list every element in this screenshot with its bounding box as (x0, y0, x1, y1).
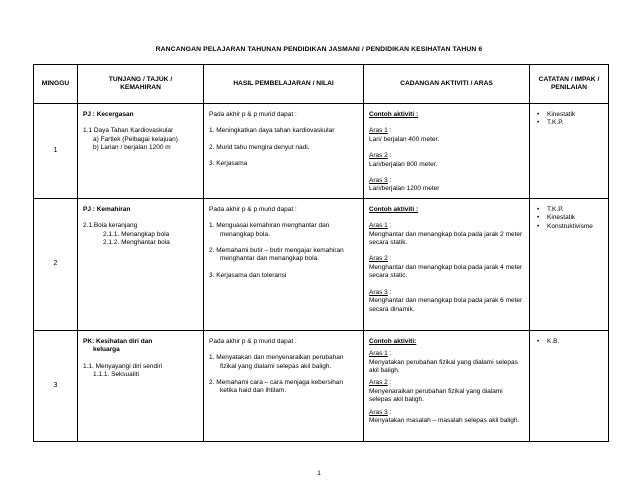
catatan-item: • T.K.P. (535, 206, 604, 214)
aras-label: Aras 3 (369, 288, 388, 296)
cadangan-cell: Contoh aktiviti: Aras 1 : Menyatakan perubahan fizikal yang dialami selepas akil baligh. Aras 2 : Menyenaraikan perubahan fizikal yang dialami selepas akil baligh. Aras 3 : Menyatakan masalah – masalah selepas akil baligh. (364, 330, 530, 441)
tunjang-cell (78, 330, 204, 441)
topic-line: 2.1.1. Menangkap bola (103, 230, 170, 238)
topic-title: PK: Kesihatan diri dan (83, 337, 153, 345)
header-hasil: HASIL PEMBELAJARAN / NILAI (204, 65, 364, 104)
topic-title-cont: keluarga (93, 346, 120, 354)
hasil-intro: Pada akhir p & p murid dapat : (209, 337, 297, 345)
document-title: RANCANGAN PELAJARAN TAHUNAN PENDIDIKAN JASMANI / PENDIDIKAN KESIHATAN TAHUN 6 (155, 46, 483, 53)
hasil-intro: Pada akhir p & p murid dapat : (209, 205, 297, 213)
aras-label: Aras 1 (369, 350, 388, 358)
week-number: 1 (34, 104, 78, 199)
hasil-cell (204, 198, 364, 330)
activity-heading: Contoh aktiviti : (369, 111, 419, 118)
catatan-cell (530, 330, 609, 441)
lesson-plan-table (33, 64, 609, 442)
hasil-item: 1. Meningkatkan daya tahan kardiovaskular (209, 127, 335, 135)
week-number: 3 (34, 330, 78, 441)
aras-text: Lari/berjalan 800 meter. (369, 160, 438, 168)
topic-title: PJ : Kecergasan (83, 111, 134, 118)
activity-heading: Contoh aktiviti: (369, 337, 417, 345)
page-number: 1 (317, 470, 321, 477)
hasil-item: 3. Kerjasama dan toleransi (209, 271, 287, 279)
catatan-cell (530, 198, 609, 330)
catatan-cell (530, 104, 609, 199)
catatan-item: • Kinestatik (535, 214, 604, 222)
hasil-intro: Pada akhir p & p murid dapat : (209, 111, 297, 118)
aras-text: Menyenaraikan perubahan fizikal yang dialami selepas akil baligh. (369, 387, 503, 404)
header-catatan: CATATAN / IMPAK / PENILAIAN (530, 65, 609, 104)
catatan-item: • Kinestatik (535, 111, 604, 119)
topic-line: 2.1.2. Menghantar bola (103, 239, 170, 247)
table-row (34, 330, 609, 441)
tunjang-cell (78, 104, 204, 199)
aras-label: Aras 3 (369, 408, 388, 416)
tunjang-cell (78, 198, 204, 330)
aras-label: Aras 2 (369, 152, 388, 160)
hasil-item: 2. Memahami cara – cara menjaga kebersihan ketika haid dan ihtilam. (209, 379, 344, 395)
topic-line: 1.1. Menyayangi diri sendiri (83, 362, 163, 370)
topic-line: 1.1 Daya Tahan Kardiovaskular (83, 127, 174, 135)
topic-line: 1.1.1. Seksualiti (93, 371, 139, 379)
topic-line: a) Fartlek (Pelbagai kelajuan) (93, 135, 178, 143)
catatan-item: • K.B. (535, 338, 604, 346)
aras-text: Menghantar dan menangkap bola pada jarak 2 meter secara statik. (369, 230, 523, 247)
week-number: 2 (34, 198, 78, 330)
table-header-row (34, 65, 609, 104)
hasil-item: 2. Memahami butir – butir mengajar kemahiran menghantar dan menangkap bola. (209, 247, 344, 263)
hasil-cell (204, 104, 364, 199)
cadangan-cell: Contoh aktiviti : Aras 1 : Lari/ berjalan 400 meter. Aras 2 : Lari/berjalan 800 meter. Aras 3 : Lari/berjalan 1200 meter (364, 104, 530, 199)
aras-label: Aras 1 (369, 127, 388, 135)
aras-text: Menghantar dan menangkap bola pada jarak 6 meter secara dinamik. (369, 297, 523, 313)
header-minggu: MINGGU (34, 65, 78, 104)
aras-text: Lari/berjalan 1200 meter (369, 185, 440, 193)
aras-text: Menyatakan perubahan fizikal yang dialami selepas akil baligh. (369, 358, 518, 375)
aras-label: Aras 1 (369, 222, 388, 230)
aras-text: Lari/ berjalan 400 meter. (369, 135, 440, 143)
topic-line: 2.1.Bola keranjang (83, 222, 138, 230)
catatan-item: • T.K.P. (535, 119, 604, 127)
header-tunjang: TUNJANG / TAJUK / KEMAHIRAN (78, 65, 204, 104)
hasil-item: 1. Menguasai kemahiran menghantar dan menangkap bola. (209, 222, 330, 238)
aras-text: Menghantar dan menangkap bola pada jarak 4 meter secara static. (369, 263, 523, 280)
header-cadangan: CADANGAN AKTIVITI / ARAS (364, 65, 530, 104)
aras-label: Aras 3 (369, 177, 388, 185)
hasil-item: 2. Murid tahu mengira denyut nadi. (209, 143, 310, 151)
hasil-item: 1. Menyatakan dan menyenaraikan perubahan fizikal yang dialami selepas akil baligh. (209, 354, 344, 370)
table-row (34, 198, 609, 330)
cadangan-cell: Contoh aktiviti : Aras 1 : Menghantar dan menangkap bola pada jarak 2 meter secara statik. Aras 2 : Menghantar dan menangkap bola pada jarak 4 meter secara static. Aras 3 : Menghantar dan menangkap bola pada jarak 6 meter secara dinamik. (364, 198, 530, 330)
topic-title: PJ : Kemahiran (83, 205, 131, 213)
topic-line: b) Larian / berjalan 1200 m (93, 144, 171, 152)
aras-label: Aras 2 (369, 379, 388, 387)
aras-text: Menyatakan masalah – masalah selepas akil baligh. (369, 417, 520, 425)
hasil-item: 3. Kerjasama (209, 160, 248, 168)
activity-heading: Contoh aktiviti : (369, 205, 419, 213)
aras-label: Aras 2 (369, 255, 388, 263)
catatan-item: • Konstruktivisme (535, 223, 604, 231)
table-row (34, 104, 609, 199)
hasil-cell (204, 330, 364, 441)
